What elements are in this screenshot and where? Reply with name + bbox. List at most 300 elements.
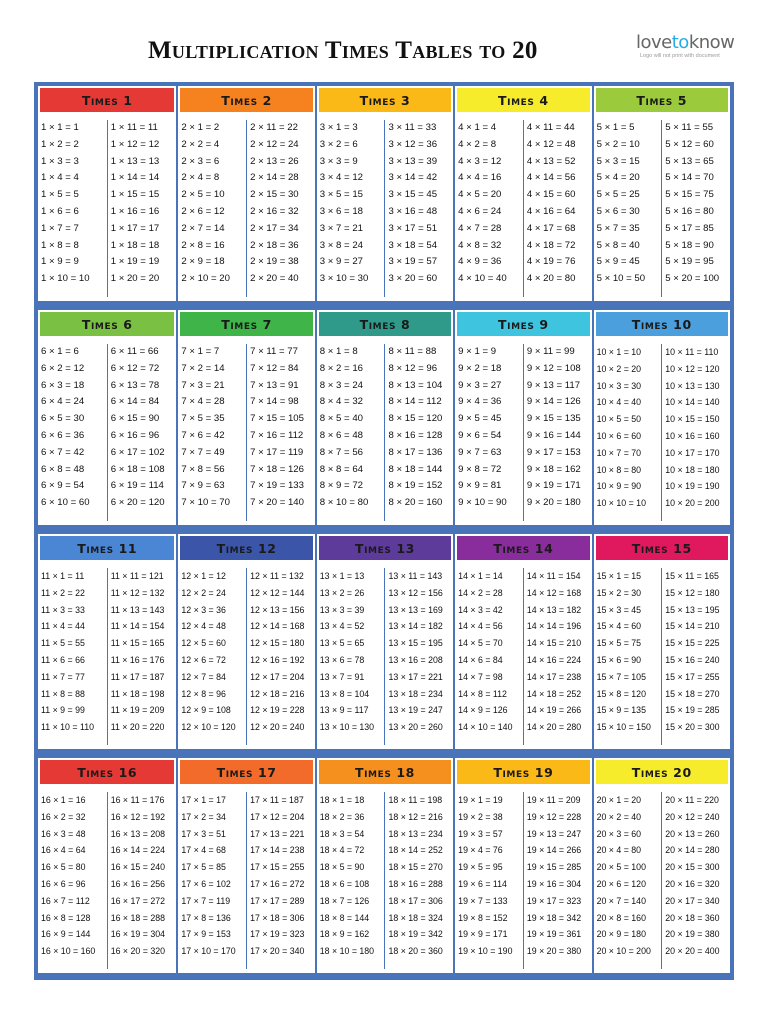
equation-line: 5 × 2 = 10 bbox=[596, 138, 640, 150]
equation-line: 1 × 6 = 6 bbox=[41, 205, 79, 217]
times-14-left-column bbox=[455, 568, 523, 745]
times-18-header: Times 18 bbox=[319, 760, 451, 784]
equation-line: 14 × 1 = 14 bbox=[458, 571, 503, 581]
equation-line: 19 × 13 = 247 bbox=[526, 828, 582, 839]
equation-line: 11 × 19 = 209 bbox=[110, 705, 165, 716]
times-20-header: Times 20 bbox=[596, 760, 728, 784]
equation-line: 18 × 16 = 288 bbox=[388, 878, 443, 889]
equation-line: 3 × 1 = 3 bbox=[319, 122, 358, 133]
equation-line: 1 × 14 = 14 bbox=[110, 172, 160, 184]
equation-line: 1 × 19 = 19 bbox=[110, 256, 160, 268]
equation-line: 12 × 9 = 108 bbox=[181, 705, 231, 716]
equation-line: 8 × 17 = 136 bbox=[388, 446, 443, 458]
equation-line: 16 × 6 = 96 bbox=[41, 878, 86, 889]
equation-line: 15 × 12 = 180 bbox=[665, 587, 720, 598]
equation-line: 20 × 20 = 400 bbox=[665, 946, 720, 957]
equation-line: 5 × 20 = 100 bbox=[665, 273, 720, 285]
equation-line: 16 × 13 = 208 bbox=[110, 828, 166, 839]
equation-line: 6 × 5 = 30 bbox=[41, 413, 85, 425]
equation-line: 17 × 12 = 204 bbox=[250, 811, 305, 822]
equation-line: 9 × 13 = 117 bbox=[526, 379, 581, 391]
equation-line: 6 × 1 = 6 bbox=[41, 346, 79, 357]
equation-line: 7 × 11 = 77 bbox=[250, 346, 298, 357]
equation-line: 15 × 18 = 270 bbox=[665, 688, 720, 699]
equation-line: 3 × 8 = 24 bbox=[319, 239, 363, 251]
equation-line: 9 × 17 = 153 bbox=[526, 446, 581, 458]
equation-line: 14 × 9 = 126 bbox=[458, 705, 508, 716]
equation-line: 8 × 19 = 152 bbox=[388, 480, 443, 492]
equation-line: 3 × 14 = 42 bbox=[388, 172, 438, 184]
times-5-right-column bbox=[661, 120, 730, 297]
equation-line: 2 × 9 = 18 bbox=[181, 256, 225, 268]
equation-line: 19 × 19 = 361 bbox=[526, 929, 582, 940]
equation-line: 18 × 14 = 252 bbox=[388, 845, 443, 856]
equation-line: 4 × 11 = 44 bbox=[526, 122, 575, 133]
equation-line: 5 × 4 = 20 bbox=[596, 172, 640, 184]
times-7-table bbox=[176, 310, 314, 525]
equation-line: 20 × 18 = 360 bbox=[665, 912, 720, 923]
equation-line: 7 × 20 = 140 bbox=[250, 497, 304, 509]
equation-line: 20 × 17 = 340 bbox=[665, 895, 720, 906]
equation-line: 5 × 17 = 85 bbox=[665, 222, 714, 234]
equation-line: 9 × 6 = 54 bbox=[458, 429, 502, 441]
equation-line: 2 × 14 = 28 bbox=[250, 172, 299, 184]
equation-line: 16 × 9 = 144 bbox=[41, 929, 91, 940]
equation-line: 7 × 7 = 49 bbox=[181, 446, 225, 458]
times-15-columns bbox=[594, 568, 730, 745]
equation-line: 2 × 12 = 24 bbox=[250, 138, 299, 150]
equation-line: 3 × 4 = 12 bbox=[319, 172, 363, 184]
equation-line: 10 × 9 = 90 bbox=[596, 481, 642, 492]
equation-line: 8 × 15 = 120 bbox=[388, 413, 443, 425]
times-20-left-column bbox=[594, 792, 662, 969]
equation-line: 6 × 4 = 24 bbox=[41, 396, 85, 408]
equation-line: 18 × 10 = 180 bbox=[319, 946, 375, 957]
equation-line: 9 × 18 = 162 bbox=[526, 463, 581, 475]
equation-line: 6 × 2 = 12 bbox=[41, 362, 85, 374]
equation-line: 13 × 11 = 143 bbox=[388, 571, 443, 581]
equation-line: 16 × 18 = 288 bbox=[110, 912, 166, 923]
equation-line: 17 × 1 = 17 bbox=[181, 795, 226, 805]
times-15-header: Times 15 bbox=[596, 536, 728, 560]
equation-line: 7 × 12 = 84 bbox=[250, 362, 299, 374]
equation-line: 13 × 16 = 208 bbox=[388, 654, 443, 665]
equation-line: 14 × 12 = 168 bbox=[526, 587, 582, 598]
equation-line: 5 × 1 = 5 bbox=[596, 122, 635, 133]
equation-line: 19 × 14 = 266 bbox=[526, 845, 582, 856]
equation-line: 1 × 10 = 10 bbox=[41, 273, 90, 285]
equation-line: 3 × 2 = 6 bbox=[319, 138, 358, 150]
equation-line: 7 × 16 = 112 bbox=[250, 429, 304, 441]
equation-line: 19 × 15 = 285 bbox=[526, 862, 582, 873]
equation-line: 11 × 20 = 220 bbox=[110, 722, 165, 733]
times-4-left-column bbox=[455, 120, 523, 297]
times-8-right-column bbox=[384, 344, 453, 521]
equation-line: 3 × 6 = 18 bbox=[319, 205, 363, 217]
equation-line: 10 × 4 = 40 bbox=[596, 397, 642, 408]
equation-line: 18 × 13 = 234 bbox=[388, 828, 443, 839]
equation-line: 17 × 7 = 119 bbox=[181, 895, 231, 906]
equation-line: 20 × 8 = 160 bbox=[596, 912, 646, 923]
times-8-table bbox=[315, 310, 453, 525]
equation-line: 15 × 7 = 105 bbox=[596, 671, 646, 682]
times-7-left-column bbox=[178, 344, 246, 521]
equation-line: 17 × 19 = 323 bbox=[250, 929, 305, 940]
times-11-header: Times 11 bbox=[40, 536, 174, 560]
times-14-header: Times 14 bbox=[457, 536, 589, 560]
equation-line: 12 × 1 = 12 bbox=[181, 571, 226, 581]
equation-line: 13 × 6 = 78 bbox=[319, 654, 365, 665]
times-9-columns bbox=[455, 344, 591, 521]
equation-line: 17 × 17 = 289 bbox=[250, 895, 305, 906]
equation-line: 14 × 20 = 280 bbox=[526, 722, 582, 733]
equation-line: 6 × 8 = 48 bbox=[41, 463, 85, 475]
times-10-right-column bbox=[661, 344, 730, 521]
equation-line: 7 × 10 = 70 bbox=[181, 497, 230, 509]
equation-line: 15 × 13 = 195 bbox=[665, 604, 720, 615]
equation-line: 16 × 14 = 224 bbox=[110, 845, 166, 856]
equation-line: 1 × 20 = 20 bbox=[110, 273, 160, 285]
times-6-header: Times 6 bbox=[40, 312, 174, 336]
times-4-header: Times 4 bbox=[457, 88, 589, 112]
equation-line: 8 × 10 = 80 bbox=[319, 497, 369, 509]
equation-line: 18 × 4 = 72 bbox=[319, 845, 365, 856]
equation-line: 9 × 1 = 9 bbox=[458, 346, 497, 357]
equation-line: 18 × 6 = 108 bbox=[319, 878, 370, 889]
equation-line: 2 × 8 = 16 bbox=[181, 239, 225, 251]
times-1-columns bbox=[38, 120, 176, 297]
times-18-table bbox=[315, 758, 453, 973]
equation-line: 8 × 5 = 40 bbox=[319, 413, 363, 425]
equation-line: 14 × 14 = 196 bbox=[526, 621, 582, 632]
times-8-left-column bbox=[317, 344, 385, 521]
equation-line: 6 × 16 = 96 bbox=[110, 429, 160, 441]
equation-line: 8 × 1 = 8 bbox=[319, 346, 358, 357]
times-19-table bbox=[453, 758, 591, 973]
equation-line: 6 × 7 = 42 bbox=[41, 446, 85, 458]
equation-line: 20 × 15 = 300 bbox=[665, 862, 720, 873]
equation-line: 19 × 17 = 323 bbox=[526, 895, 582, 906]
equation-line: 4 × 16 = 64 bbox=[526, 205, 576, 217]
equation-line: 10 × 11 = 110 bbox=[665, 347, 719, 357]
equation-line: 11 × 3 = 33 bbox=[41, 604, 85, 615]
equation-line: 12 × 2 = 24 bbox=[181, 587, 226, 598]
equation-line: 13 × 14 = 182 bbox=[388, 621, 443, 632]
equation-line: 13 × 19 = 247 bbox=[388, 705, 443, 716]
equation-line: 12 × 14 = 168 bbox=[250, 621, 305, 632]
equation-line: 19 × 18 = 342 bbox=[526, 912, 582, 923]
equation-line: 12 × 11 = 132 bbox=[250, 571, 304, 581]
equation-line: 13 × 12 = 156 bbox=[388, 587, 443, 598]
equation-line: 20 × 1 = 20 bbox=[596, 795, 642, 805]
equation-line: 18 × 7 = 126 bbox=[319, 895, 370, 906]
equation-line: 17 × 5 = 85 bbox=[181, 862, 226, 873]
equation-line: 3 × 9 = 27 bbox=[319, 256, 363, 268]
logo-wordmark bbox=[636, 33, 746, 53]
equation-line: 19 × 5 = 95 bbox=[458, 862, 503, 873]
equation-line: 16 × 20 = 320 bbox=[110, 946, 166, 957]
equation-line: 20 × 4 = 80 bbox=[596, 845, 642, 856]
equation-line: 12 × 19 = 228 bbox=[250, 705, 305, 716]
equation-line: 20 × 19 = 380 bbox=[665, 929, 720, 940]
equation-line: 3 × 11 = 33 bbox=[388, 122, 437, 133]
equation-line: 14 × 15 = 210 bbox=[526, 638, 582, 649]
equation-line: 6 × 20 = 120 bbox=[110, 497, 165, 509]
times-16-left-column bbox=[38, 792, 107, 969]
equation-line: 19 × 8 = 152 bbox=[458, 912, 508, 923]
equation-line: 15 × 15 = 225 bbox=[665, 638, 720, 649]
equation-line: 5 × 6 = 30 bbox=[596, 205, 640, 217]
equation-line: 16 × 12 = 192 bbox=[110, 811, 166, 822]
equation-line: 8 × 16 = 128 bbox=[388, 429, 443, 441]
times-20-columns bbox=[594, 792, 730, 969]
equation-line: 8 × 2 = 16 bbox=[319, 362, 363, 374]
equation-line: 13 × 9 = 117 bbox=[319, 705, 369, 716]
times-14-right-column bbox=[523, 568, 592, 745]
times-16-right-column bbox=[107, 792, 177, 969]
equation-line: 13 × 8 = 104 bbox=[319, 688, 370, 699]
times-15-left-column bbox=[594, 568, 662, 745]
equation-line: 6 × 13 = 78 bbox=[110, 379, 160, 391]
equation-line: 3 × 16 = 48 bbox=[388, 205, 438, 217]
logo-word-know: know bbox=[688, 32, 735, 53]
times-18-left-column bbox=[317, 792, 385, 969]
equation-line: 3 × 10 = 30 bbox=[319, 273, 369, 285]
equation-line: 6 × 19 = 114 bbox=[110, 480, 164, 492]
equation-line: 14 × 3 = 42 bbox=[458, 604, 503, 615]
equation-line: 5 × 13 = 65 bbox=[665, 155, 714, 167]
equation-line: 9 × 16 = 144 bbox=[526, 429, 581, 441]
times-2-header: Times 2 bbox=[180, 88, 312, 112]
times-3-table bbox=[315, 86, 453, 301]
equation-line: 7 × 18 = 126 bbox=[250, 463, 304, 475]
equation-line: 6 × 14 = 84 bbox=[110, 396, 160, 408]
equation-line: 10 × 15 = 150 bbox=[665, 414, 720, 425]
equation-line: 5 × 10 = 50 bbox=[596, 273, 646, 285]
equation-line: 4 × 6 = 24 bbox=[458, 205, 502, 217]
equation-line: 7 × 3 = 21 bbox=[181, 379, 225, 391]
equation-line: 3 × 17 = 51 bbox=[388, 222, 438, 234]
equation-line: 4 × 1 = 4 bbox=[458, 122, 497, 133]
times-5-left-column bbox=[594, 120, 662, 297]
tables-row-1 bbox=[38, 86, 730, 301]
equation-line: 6 × 17 = 102 bbox=[110, 446, 165, 458]
equation-line: 16 × 5 = 80 bbox=[41, 862, 86, 873]
equation-line: 5 × 18 = 90 bbox=[665, 239, 714, 251]
times-2-columns bbox=[178, 120, 314, 297]
equation-line: 5 × 8 = 40 bbox=[596, 239, 640, 251]
times-18-columns bbox=[317, 792, 453, 969]
equation-line: 15 × 4 = 60 bbox=[596, 621, 642, 632]
equation-line: 19 × 12 = 228 bbox=[526, 811, 582, 822]
times-1-left-column bbox=[38, 120, 107, 297]
equation-line: 6 × 15 = 90 bbox=[110, 413, 160, 425]
equation-line: 4 × 18 = 72 bbox=[526, 239, 576, 251]
equation-line: 16 × 19 = 304 bbox=[110, 929, 166, 940]
equation-line: 20 × 6 = 120 bbox=[596, 878, 646, 889]
equation-line: 17 × 3 = 51 bbox=[181, 828, 226, 839]
equation-line: 12 × 12 = 144 bbox=[250, 587, 305, 598]
equation-line: 11 × 9 = 99 bbox=[41, 705, 85, 716]
equation-line: 11 × 11 = 121 bbox=[110, 571, 164, 581]
equation-line: 9 × 9 = 81 bbox=[458, 480, 502, 492]
equation-line: 16 × 10 = 160 bbox=[41, 946, 96, 957]
equation-line: 14 × 13 = 182 bbox=[526, 604, 582, 615]
equation-line: 3 × 7 = 21 bbox=[319, 222, 363, 234]
equation-line: 10 × 5 = 50 bbox=[596, 414, 642, 425]
equation-line: 2 × 16 = 32 bbox=[250, 205, 299, 217]
equation-line: 10 × 10 = 10 bbox=[596, 498, 646, 509]
equation-line: 15 × 14 = 210 bbox=[665, 621, 720, 632]
equation-line: 7 × 1 = 7 bbox=[181, 346, 220, 357]
equation-line: 12 × 6 = 72 bbox=[181, 654, 226, 665]
equation-line: 15 × 9 = 135 bbox=[596, 705, 646, 716]
equation-line: 13 × 7 = 91 bbox=[319, 671, 365, 682]
equation-line: 20 × 9 = 180 bbox=[596, 929, 646, 940]
equation-line: 13 × 20 = 260 bbox=[388, 722, 443, 733]
equation-line: 9 × 5 = 45 bbox=[458, 413, 502, 425]
equation-line: 17 × 10 = 170 bbox=[181, 946, 236, 957]
equation-line: 20 × 2 = 40 bbox=[596, 811, 642, 822]
equation-line: 1 × 3 = 3 bbox=[41, 155, 79, 167]
equation-line: 14 × 4 = 56 bbox=[458, 621, 503, 632]
equation-line: 15 × 17 = 255 bbox=[665, 671, 720, 682]
times-17-table bbox=[176, 758, 314, 973]
equation-line: 10 × 1 = 10 bbox=[596, 347, 642, 357]
equation-line: 18 × 9 = 162 bbox=[319, 929, 370, 940]
equation-line: 12 × 16 = 192 bbox=[250, 654, 305, 665]
logo-word-to: to bbox=[671, 32, 689, 53]
equation-line: 13 × 13 = 169 bbox=[388, 604, 443, 615]
tables-row-3 bbox=[38, 534, 730, 749]
equation-line: 11 × 1 = 11 bbox=[41, 571, 85, 581]
tables-row-4 bbox=[38, 758, 730, 973]
equation-line: 19 × 3 = 57 bbox=[458, 828, 503, 839]
times-14-table bbox=[453, 534, 591, 749]
equation-line: 8 × 20 = 160 bbox=[388, 497, 443, 509]
equation-line: 14 × 11 = 154 bbox=[526, 571, 581, 581]
times-13-left-column bbox=[317, 568, 385, 745]
equation-line: 1 × 18 = 18 bbox=[110, 239, 160, 251]
equation-line: 13 × 18 = 234 bbox=[388, 688, 443, 699]
equation-line: 19 × 11 = 209 bbox=[526, 795, 581, 805]
equation-line: 5 × 16 = 80 bbox=[665, 205, 714, 217]
equation-line: 6 × 9 = 54 bbox=[41, 480, 85, 492]
equation-line: 9 × 10 = 90 bbox=[458, 497, 507, 509]
equation-line: 3 × 15 = 45 bbox=[388, 189, 438, 201]
logo-subtitle: Logo will not print with document bbox=[640, 53, 720, 59]
equation-line: 4 × 13 = 52 bbox=[526, 155, 576, 167]
equation-line: 11 × 18 = 198 bbox=[110, 688, 165, 699]
times-13-columns bbox=[317, 568, 453, 745]
equation-line: 11 × 17 = 187 bbox=[110, 671, 165, 682]
page-title: Multiplication Times Tables to 20 bbox=[148, 37, 538, 64]
equation-line: 6 × 18 = 108 bbox=[110, 463, 165, 475]
equation-line: 11 × 10 = 110 bbox=[41, 722, 94, 733]
equation-line: 16 × 16 = 256 bbox=[110, 878, 166, 889]
equation-line: 13 × 4 = 52 bbox=[319, 621, 365, 632]
equation-line: 4 × 15 = 60 bbox=[526, 189, 576, 201]
equation-line: 18 × 18 = 324 bbox=[388, 912, 443, 923]
equation-line: 13 × 15 = 195 bbox=[388, 638, 443, 649]
equation-line: 4 × 19 = 76 bbox=[526, 256, 576, 268]
times-17-right-column bbox=[246, 792, 315, 969]
equation-line: 5 × 7 = 35 bbox=[596, 222, 640, 234]
times-12-left-column bbox=[178, 568, 246, 745]
equation-line: 7 × 5 = 35 bbox=[181, 413, 225, 425]
times-19-header: Times 19 bbox=[457, 760, 589, 784]
times-14-columns bbox=[455, 568, 591, 745]
equation-line: 19 × 2 = 38 bbox=[458, 811, 503, 822]
times-18-right-column bbox=[384, 792, 453, 969]
equation-line: 11 × 7 = 77 bbox=[41, 671, 85, 682]
equation-line: 12 × 4 = 48 bbox=[181, 621, 226, 632]
equation-line: 20 × 14 = 280 bbox=[665, 845, 720, 856]
times-1-right-column bbox=[107, 120, 177, 297]
equation-line: 20 × 16 = 320 bbox=[665, 878, 720, 889]
equation-line: 1 × 9 = 9 bbox=[41, 256, 79, 268]
brand-logo bbox=[636, 33, 746, 60]
equation-line: 2 × 20 = 40 bbox=[250, 273, 299, 285]
equation-line: 4 × 7 = 28 bbox=[458, 222, 502, 234]
times-2-left-column bbox=[178, 120, 246, 297]
times-20-right-column bbox=[661, 792, 730, 969]
times-17-left-column bbox=[178, 792, 246, 969]
equation-line: 18 × 12 = 216 bbox=[388, 811, 443, 822]
equation-line: 17 × 18 = 306 bbox=[250, 912, 305, 923]
times-10-columns bbox=[594, 344, 730, 521]
equation-line: 12 × 7 = 84 bbox=[181, 671, 226, 682]
equation-line: 11 × 15 = 165 bbox=[110, 638, 165, 649]
equation-line: 8 × 4 = 32 bbox=[319, 396, 363, 408]
times-12-columns bbox=[178, 568, 314, 745]
equation-line: 8 × 12 = 96 bbox=[388, 362, 438, 374]
equation-line: 4 × 4 = 16 bbox=[458, 172, 502, 184]
equation-line: 10 × 13 = 130 bbox=[665, 380, 720, 391]
equation-line: 16 × 17 = 272 bbox=[110, 895, 166, 906]
times-3-right-column bbox=[384, 120, 453, 297]
equation-line: 9 × 11 = 99 bbox=[526, 346, 575, 357]
equation-line: 13 × 1 = 13 bbox=[319, 571, 365, 581]
times-11-left-column bbox=[38, 568, 107, 745]
equation-line: 3 × 3 = 9 bbox=[319, 155, 358, 167]
equation-line: 5 × 11 = 55 bbox=[665, 122, 714, 133]
times-19-columns bbox=[455, 792, 591, 969]
equation-line: 4 × 20 = 80 bbox=[526, 273, 576, 285]
equation-line: 10 × 3 = 30 bbox=[596, 380, 642, 391]
equation-line: 9 × 4 = 36 bbox=[458, 396, 502, 408]
times-5-header: Times 5 bbox=[596, 88, 728, 112]
times-16-table bbox=[38, 758, 176, 973]
equation-line: 19 × 9 = 171 bbox=[458, 929, 508, 940]
times-10-table bbox=[592, 310, 730, 525]
times-3-header: Times 3 bbox=[319, 88, 451, 112]
equation-line: 14 × 10 = 140 bbox=[458, 722, 513, 733]
times-1-header: Times 1 bbox=[40, 88, 174, 112]
equation-line: 9 × 8 = 72 bbox=[458, 463, 502, 475]
equation-line: 15 × 1 = 15 bbox=[596, 571, 642, 581]
equation-line: 4 × 14 = 56 bbox=[526, 172, 576, 184]
equation-line: 14 × 7 = 98 bbox=[458, 671, 503, 682]
times-5-columns bbox=[594, 120, 730, 297]
equation-line: 2 × 11 = 22 bbox=[250, 122, 298, 133]
equation-line: 19 × 7 = 133 bbox=[458, 895, 508, 906]
equation-line: 2 × 10 = 20 bbox=[181, 273, 230, 285]
times-15-table bbox=[592, 534, 730, 749]
equation-line: 9 × 15 = 135 bbox=[526, 413, 581, 425]
times-12-table bbox=[176, 534, 314, 749]
equation-line: 13 × 10 = 130 bbox=[319, 722, 375, 733]
